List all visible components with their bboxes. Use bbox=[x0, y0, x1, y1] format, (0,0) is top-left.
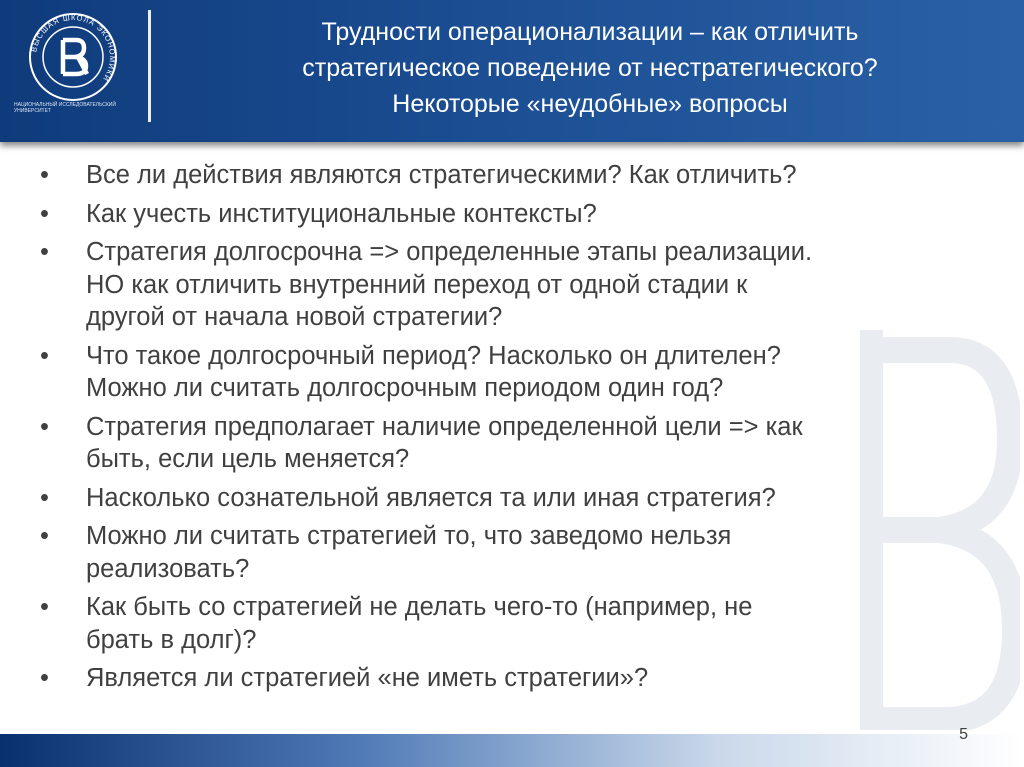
bullet-dot: • bbox=[40, 522, 49, 550]
header-divider bbox=[148, 10, 151, 122]
bullet-dot: • bbox=[40, 412, 49, 441]
title-line-1: Трудности операционализации – как отличить bbox=[321, 18, 859, 46]
bullet-text-line: НО как отличить внутренний переход от одной стадии к bbox=[86, 270, 748, 299]
bullet-dot: • bbox=[40, 664, 49, 692]
bullet-item bbox=[38, 482, 998, 515]
university-logo bbox=[14, 12, 138, 124]
header-bar bbox=[0, 0, 1024, 142]
bullet-text-line: Насколько сознательной является та или иная стратегия? bbox=[86, 483, 776, 512]
bullet-text-line: Стратегия долгосрочна => определенные этапы реализации. bbox=[86, 238, 813, 266]
page-number: 5 bbox=[959, 726, 968, 743]
bullet-text-line: Стратегия предполагает наличие определенной цели => как bbox=[86, 412, 803, 441]
bullet-item bbox=[38, 236, 998, 334]
bullet-item bbox=[38, 662, 998, 695]
slide-title bbox=[170, 14, 1010, 122]
bullet-text-line: Все ли действия являются стратегическими? Как отличить? bbox=[86, 161, 797, 189]
bullet-item bbox=[38, 591, 998, 656]
footer-strip bbox=[0, 734, 1024, 767]
bullet-text-line: быть, если цель меняется? bbox=[86, 445, 410, 473]
bullet-item bbox=[38, 340, 998, 405]
bullet-dot: • bbox=[40, 593, 49, 621]
bullet-text-line: другой от начала новой стратегии? bbox=[86, 303, 503, 331]
bullet-dot: • bbox=[40, 238, 49, 266]
bullet-item bbox=[38, 520, 998, 585]
bullet-text-line: брать в долг)? bbox=[86, 625, 257, 654]
title-line-2: стратегическое поведение от нестратегического? bbox=[302, 54, 878, 82]
bullet-dot: • bbox=[40, 341, 49, 370]
bullet-text-line: Можно ли считать стратегией то, что заведомо нельзя bbox=[86, 522, 732, 550]
logo-caption: НАЦИОНАЛЬНЫЙ ИССЛЕДОВАТЕЛЬСКИЙ УНИВЕРСИТЕТ bbox=[14, 102, 116, 114]
bullet-text-line: Как учесть институциональные контексты? bbox=[86, 199, 597, 228]
bullet-text-line: реализовать? bbox=[86, 554, 250, 583]
bullet-list bbox=[38, 159, 998, 701]
logo-ring-text: ВЫСШАЯ ШКОЛА ЭКОНОМИКИ bbox=[29, 12, 118, 84]
bullet-item bbox=[38, 198, 998, 231]
bullet-text-line: Можно ли считать долгосрочным периодом один год? bbox=[86, 374, 724, 402]
bullet-text-line: Как быть со стратегией не делать чего-то (например, не bbox=[86, 593, 753, 621]
bullet-dot: • bbox=[40, 483, 49, 512]
bullet-text-line: Что такое долгосрочный период? Насколько он длителен? bbox=[86, 341, 781, 370]
bullet-text-line: Является ли стратегией «не иметь стратегии»? bbox=[86, 664, 649, 692]
bullet-dot: • bbox=[40, 199, 49, 228]
bullet-dot: • bbox=[40, 161, 49, 189]
hse-logo-emblem bbox=[28, 12, 118, 102]
bullet-item bbox=[38, 159, 998, 192]
title-line-3: Некоторые «неудобные» вопросы bbox=[392, 90, 788, 118]
bullet-item bbox=[38, 411, 998, 476]
